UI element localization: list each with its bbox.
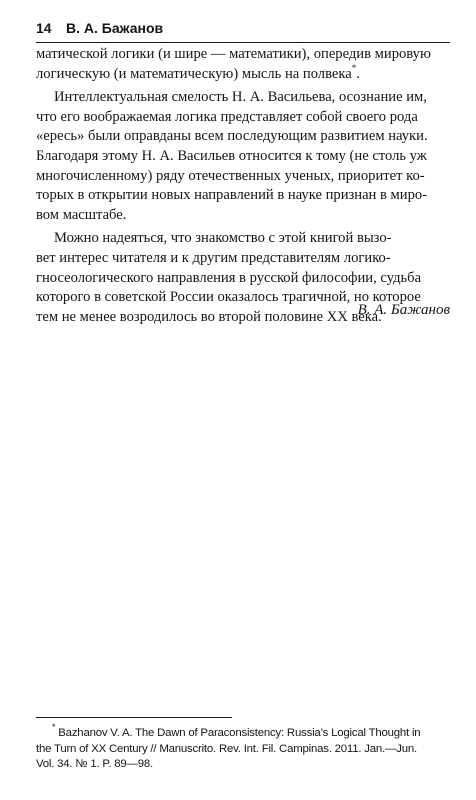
footnote	[36, 722, 452, 773]
paragraph-2	[36, 88, 450, 225]
page-number: 14	[36, 20, 52, 36]
footnote-divider	[36, 717, 232, 718]
paragraph-2-line: «ересь» были оправданы всем последующим развитием науки.	[36, 128, 428, 145]
footnote-reference[interactable]: *	[351, 62, 357, 73]
signature: В. А. Бажанов	[357, 302, 450, 318]
paragraph-3-line: гносеологического направления в русской философии, судьба	[36, 269, 422, 286]
paragraph-2-line: многочисленному) ряду отечественных ученых, приоритет ко-	[36, 167, 425, 184]
paragraph-3-line: Можно надеяться, что знакомство с этой книгой вызо-	[54, 230, 392, 247]
paragraph-3-line: тем не менее возродилось во второй половине XX века.	[36, 308, 382, 325]
paragraph-2-line: что его воображаемая логика представляет собой своего рода	[36, 108, 418, 125]
footnote-text: Bazhanov V. A. The Dawn of Paraconsistency: Russia’s Logical Thought in	[58, 727, 421, 739]
paragraph-2-line: Интеллектуальная смелость Н. А. Васильева, осознание им,	[54, 89, 427, 106]
paragraph-3-line: вет интерес читателя и к другим представителям логико-	[36, 249, 391, 266]
paragraph-2-line: торых в открытии новых направлений в науке признан в миро-	[36, 187, 428, 204]
running-head	[36, 18, 450, 43]
paragraph-1-line-2: логическую (и математическую) мысль на полвека	[36, 65, 352, 82]
footnote-line-3: Vol. 34. № 1. P. 89—98.	[36, 758, 153, 770]
paragraph-2-line: вом масштабе.	[36, 206, 127, 223]
paragraph-2-line: Благодаря этому Н. А. Васильев относится к тому (не столь уж	[36, 147, 427, 164]
footnote-line-2: the Turn of XX Century // Manuscrito. Rev. Int. Fil. Campinas. 2011. Jan.—Jun.	[36, 742, 417, 755]
running-head-author: В. А. Бажанов	[66, 20, 164, 36]
footnote-mark: *	[52, 722, 56, 733]
paragraph-3-line: которого в советской России оказалось трагичной, но которое	[36, 289, 421, 306]
paragraph-1-line-1: матической логики (и шире — математики), опередив мировую	[36, 46, 431, 62]
footnote-line-1	[36, 722, 452, 742]
paragraph-1: матической логики (и шире — математики), опередив мировую логическую (и математическую) мысль на полвека*.	[36, 46, 431, 82]
body-text	[36, 45, 450, 327]
